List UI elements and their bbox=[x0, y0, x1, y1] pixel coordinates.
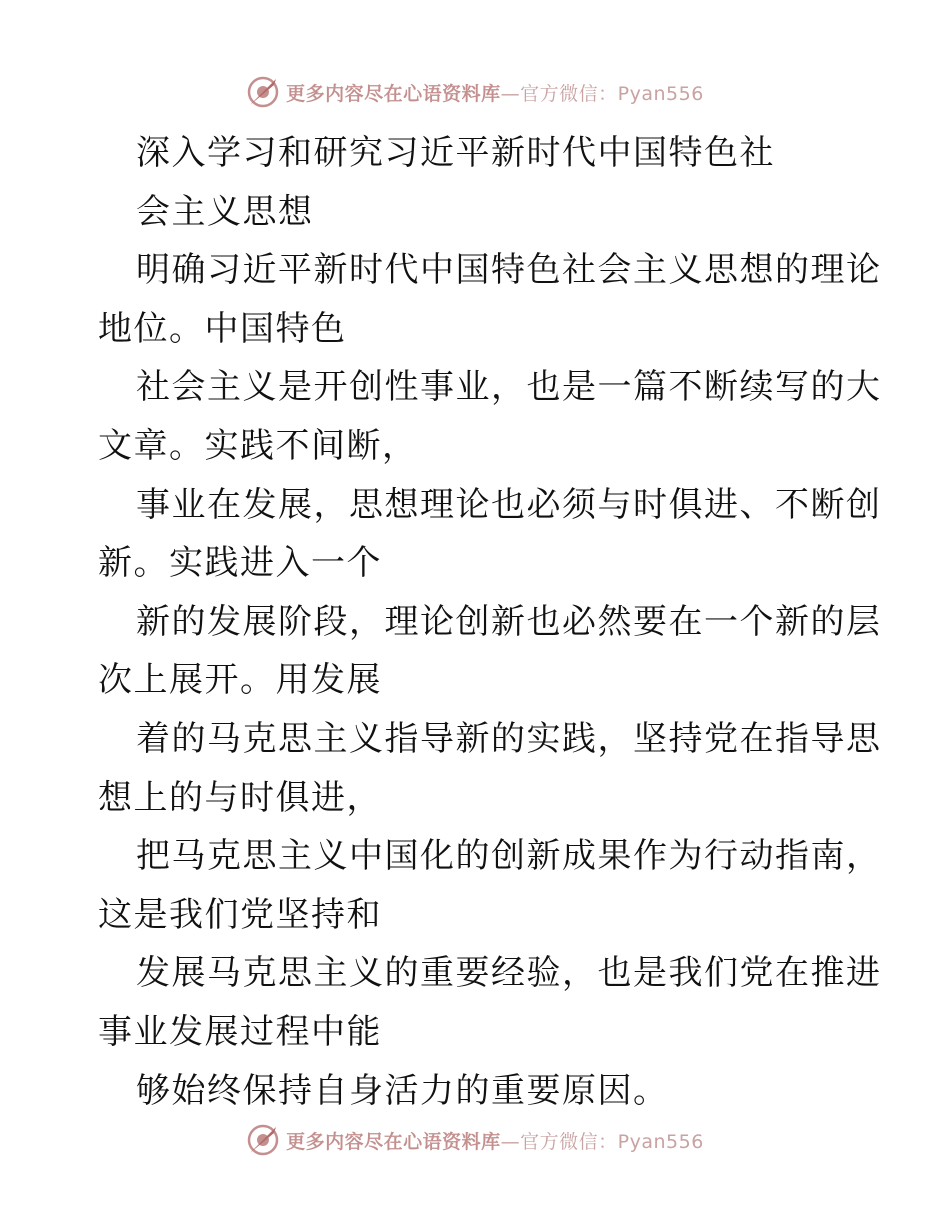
header-banner-main: 更多内容尽在心语资料库 bbox=[286, 82, 501, 105]
body-line: 文章。实践不间断， bbox=[98, 425, 418, 466]
body-line: 深入学习和研究习近平新时代中国特色社 bbox=[136, 133, 775, 173]
header-banner-separator: — bbox=[500, 82, 521, 105]
body-line: 明确习近平新时代中国特色社会主义思想的理论 bbox=[136, 250, 882, 291]
header-watermark-banner bbox=[0, 72, 950, 112]
footer-banner-main: 更多内容尽在心语资料库 bbox=[286, 1130, 501, 1153]
quill-pen-logo-icon bbox=[246, 1123, 280, 1157]
quill-pen-logo-icon bbox=[246, 75, 280, 109]
footer-watermark-banner bbox=[0, 1120, 950, 1160]
footer-banner-separator: — bbox=[500, 1130, 521, 1153]
footer-banner-text bbox=[286, 1127, 704, 1154]
header-banner-suffix: 官方微信：Pyan556 bbox=[520, 82, 704, 105]
body-line: 把马克思主义中国化的创新成果作为行动指南， bbox=[136, 836, 882, 877]
body-line: 这是我们党坚持和 bbox=[98, 894, 382, 935]
body-line: 次上展开。用发展 bbox=[98, 660, 382, 701]
body-line: 事业发展过程中能 bbox=[98, 1011, 382, 1052]
body-line: 社会主义是开创性事业，也是一篇不断续写的大 bbox=[136, 367, 882, 408]
body-line: 着的马克思主义指导新的实践，坚持党在指导思 bbox=[136, 718, 882, 759]
body-line: 新的发展阶段，理论创新也必然要在一个新的层 bbox=[136, 601, 882, 642]
footer-banner-suffix: 官方微信：Pyan556 bbox=[520, 1130, 704, 1153]
body-line: 发展马克思主义的重要经验，也是我们党在推进 bbox=[136, 953, 882, 994]
document-body bbox=[98, 124, 882, 1120]
body-line: 会主义思想 bbox=[136, 191, 314, 232]
body-line: 新。实践进入一个 bbox=[98, 543, 382, 584]
header-banner-text bbox=[286, 79, 704, 106]
body-line: 够始终保持自身活力的重要原因。 bbox=[136, 1070, 669, 1111]
body-line: 地位。中国特色 bbox=[98, 308, 347, 349]
body-line: 事业在发展，思想理论也必须与时俱进、不断创 bbox=[136, 484, 882, 525]
body-line: 想上的与时俱进， bbox=[98, 777, 382, 818]
